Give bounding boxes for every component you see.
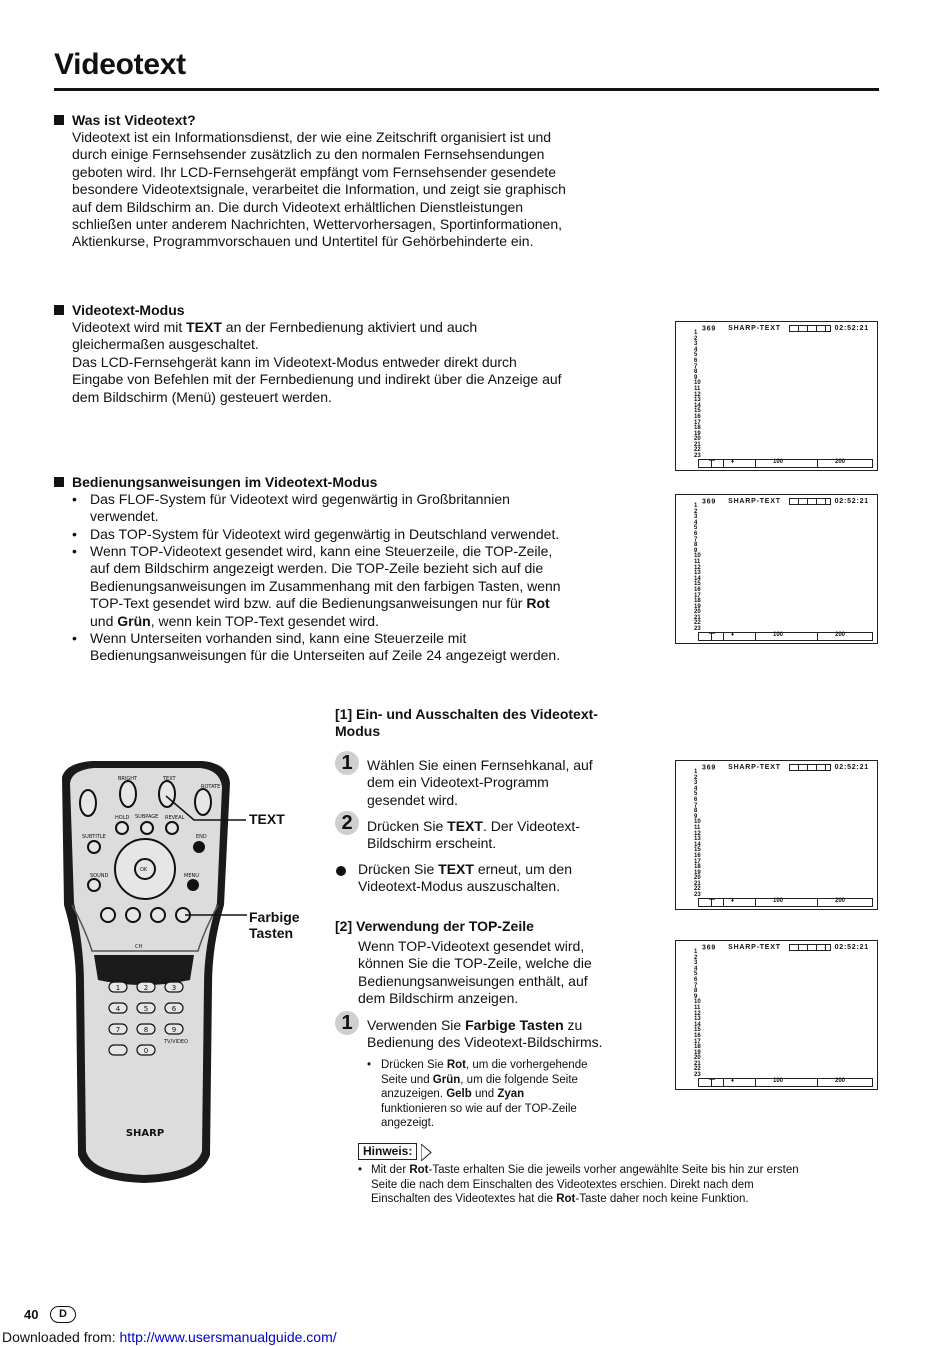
colored-keys-callout-line [185,910,249,920]
svg-text:MENU: MENU [184,873,199,879]
teletext-row-number: 18 [694,598,701,605]
svg-text:END: END [196,834,207,840]
top-line-divider [817,1079,818,1086]
note-label: Hinweis: [358,1143,417,1160]
text-button-label: TEXT [249,811,285,827]
teletext-row-number: 1 [694,769,698,775]
teletext-status-box [789,764,831,771]
teletext-row-number: 22 [694,1066,701,1073]
teletext-row-number: 6 [694,796,698,803]
svg-text:9: 9 [171,1026,177,1034]
svg-text:4: 4 [115,1005,121,1013]
svg-text:0: 0 [143,1047,149,1055]
step-number-badge: 1 [335,1011,359,1035]
teletext-header [702,325,869,332]
teletext-row-number: 12 [694,564,701,571]
teletext-row-number: 16 [694,852,701,859]
teletext-row-number: 16 [694,413,701,420]
top-line-divider [755,1079,756,1086]
teletext-row-number: 3 [694,341,698,348]
teletext-row-number: 2 [694,774,698,781]
teletext-row-number: 18 [694,1044,701,1051]
teletext-top-line [698,1078,873,1087]
step-2-text: Drücken Sie TEXT. Der Videotext- Bildschirm erscheint. [367,818,580,852]
teletext-row-number: 2 [694,508,698,515]
teletext-row-number: 7 [694,802,698,809]
svg-text:6: 6 [171,1005,177,1013]
teletext-row-number: 22 [694,886,701,893]
sec1-body: Videotext ist ein Informationsdienst, der wie eine Zeitschrift organisiert ist und durch einige Fernsehsender zusätzlich zu den normalen Fernsehsendungen geboten wird. Ihr LCD-Fernsehgerät empfängt vom Fernsehsender gesendete besondere Videotextsignale, verarbeitet die Information, und zeigt sie graphisch auf dem Bildschirm an. Die durch Videotext erhältlichen Dienstleistungen schließen unter anderem Nachrichten, Wettervorhersagen, Sportinformationen, Aktienkurse, Programmvorschauen und Untertitel für Gehörbehinderte ein. [72,129,566,250]
top-line-divider [755,633,756,640]
teletext-row-number: 16 [694,1032,701,1039]
teletext-row-number: 5 [694,525,698,532]
teletext-row-number: 5 [694,352,698,359]
teletext-row-number: 8 [694,542,698,549]
page-number: 40 [24,1307,39,1322]
teletext-row-number: 6 [694,976,698,983]
colored-keys-label: Farbige Tasten [249,909,300,941]
teletext-row-number: 20 [694,875,701,882]
step-colored-keys-text: Verwenden Sie Farbige Tasten zu Bedienung des Videotext-Bildschirms. [367,1017,603,1051]
teletext-row-number: 14 [694,1021,701,1028]
teletext-row-number: 14 [694,841,701,848]
teletext-clock: 02:52:21 [834,325,869,332]
teletext-row-number: 22 [694,620,701,627]
top-line-divider [817,633,818,640]
top-line-divider [817,899,818,906]
teletext-row-number: 1 [694,503,698,509]
section-videotext-mode: Videotext-Modus [54,302,185,318]
teletext-row-number: 8 [694,808,698,815]
teletext-row-number: 18 [694,425,701,432]
top-line-next-page: 100 [773,898,784,904]
teletext-top-line [698,632,873,641]
teletext-row-number: 23 [694,1072,701,1079]
teletext-row-number: 15 [694,847,701,854]
top-line-next-page: 100 [773,459,784,465]
teletext-row-number: 4 [694,785,698,792]
teletext-row-number: 10 [694,380,701,387]
sub-bullet-text: • Drücken Sie Rot, um die vorhergehende Seite und Grün, um die folgende Seite anzuzeigen. Gelb und Zyan funktionieren so wie auf der TOP-Zeile angezeigt. [367,1059,588,1129]
minus-icon: — [709,458,715,464]
teletext-row-number: 2 [694,335,698,342]
teletext-row-number: 5 [694,971,698,978]
teletext-row-number: 21 [694,1060,701,1067]
square-bullet-icon [54,477,64,487]
section-operating-instructions: Bedienungsanweisungen im Videotext-Modus [54,474,377,490]
updown-icon: ♦ [731,632,735,638]
teletext-row-number: 20 [694,436,701,443]
teletext-clock: 02:52:21 [834,944,869,951]
teletext-row-number: 11 [694,824,701,831]
teletext-row-number: 15 [694,1027,701,1034]
top-line-divider [723,633,724,640]
teletext-clock: 02:52:21 [834,764,869,771]
teletext-page-number: 369 [702,325,717,333]
teletext-row-number: 13 [694,397,701,404]
teletext-row-number: 10 [694,553,701,560]
teletext-row-numbers [694,504,701,633]
svg-text:OK: OK [140,867,148,873]
teletext-row-number: 2 [694,954,698,961]
bullet-dot-icon [336,866,346,876]
teletext-row-number: 4 [694,346,698,353]
step-1-text: Wählen Sie einen Fernsehkanal, auf dem ein Videotext-Programm gesendet wird. [367,757,593,808]
teletext-row-number: 21 [694,441,701,448]
svg-text:8: 8 [143,1026,149,1034]
page-title: Videotext [54,48,186,81]
teletext-row-numbers [694,950,701,1079]
teletext-row-number: 11 [694,385,701,392]
teletext-service-name: SHARP-TEXT [728,325,781,333]
teletext-row-number: 13 [694,570,701,577]
teletext-row-number: 3 [694,960,698,967]
square-bullet-icon [54,115,64,125]
teletext-row-number: 12 [694,830,701,837]
teletext-top-line [698,898,873,907]
top-line-divider [723,460,724,467]
teletext-row-number: 17 [694,419,701,426]
svg-text:ROTATE: ROTATE [201,784,221,790]
top-line-divider [755,460,756,467]
download-footer: Downloaded from: http://www.usersmanualguide.com/ [2,1329,337,1345]
title-rule [54,88,879,91]
teletext-service-name: SHARP-TEXT [728,764,781,772]
teletext-header [702,944,869,951]
teletext-row-number: 21 [694,614,701,621]
teletext-row-number: 20 [694,1055,701,1062]
teletext-row-number: 17 [694,592,701,599]
updown-icon: ♦ [731,898,735,904]
top-line-divider [755,899,756,906]
step-number-badge: 2 [335,811,359,835]
sec2-body: Videotext wird mit TEXT an der Fernbedienung aktiviert und auch gleichermaßen ausgeschaltet. Das LCD-Fernsehgerät kann im Videotext-Modus entweder direkt durch Eingabe von Befehlen mit der Fernbedienung und indirekt über die Anzeige auf dem Bildschirm (Menü) gesteuert werden. [72,319,562,405]
top-line-divider [723,1079,724,1086]
teletext-service-name: SHARP-TEXT [728,498,781,506]
teletext-row-number: 23 [694,626,701,633]
teletext-row-number: 9 [694,813,698,820]
step-note-text: Drücken Sie TEXT erneut, um den Videotext-Modus auszuschalten. [358,861,572,895]
teletext-row-number: 8 [694,988,698,995]
teletext-row-number: 8 [694,369,698,376]
minus-icon: — [709,1077,715,1083]
teletext-screen [675,760,878,910]
svg-text:HOLD: HOLD [115,815,130,821]
list-item: • Wenn Unterseiten vorhanden sind, kann eine Steuerzeile mit Bedienungsanweisungen für die Unterseiten auf Zeile 24 angezeigt werden. [72,630,561,664]
top-line-next-page: 100 [773,1078,784,1084]
step-heading-2: [2] Verwendung der TOP-Zeile [335,918,534,934]
teletext-row-number: 22 [694,447,701,454]
teletext-row-number: 12 [694,1010,701,1017]
teletext-row-number: 10 [694,999,701,1006]
teletext-row-number: 20 [694,609,701,616]
svg-text:REVEAL: REVEAL [165,815,185,821]
teletext-row-number: 19 [694,603,701,610]
top-line-next-page: 100 [773,632,784,638]
teletext-row-number: 15 [694,581,701,588]
teletext-row-number: 17 [694,1038,701,1045]
teletext-row-number: 14 [694,402,701,409]
teletext-clock: 02:52:21 [834,498,869,505]
svg-text:5: 5 [143,1005,149,1013]
teletext-row-number: 3 [694,514,698,521]
teletext-row-number: 3 [694,780,698,787]
teletext-row-number: 5 [694,791,698,798]
list-item: • Das TOP-System für Videotext wird gegenwärtig in Deutschland verwendet. [72,526,560,542]
svg-text:SHARP: SHARP [125,1128,165,1139]
arrow-right-icon [421,1144,433,1161]
teletext-row-number: 19 [694,869,701,876]
teletext-row-number: 7 [694,363,698,370]
teletext-row-number: 12 [694,391,701,398]
top-line-divider [817,460,818,467]
teletext-row-number: 21 [694,880,701,887]
teletext-row-number: 15 [694,408,701,415]
svg-text:SUBTITLE: SUBTITLE [82,834,106,840]
teletext-row-number: 19 [694,1049,701,1056]
top-line-divider [723,899,724,906]
teletext-status-box [789,498,831,505]
minus-icon: — [709,631,715,637]
download-link[interactable]: http://www.usersmanualguide.com/ [119,1329,337,1345]
top-line-next-block: 200 [835,632,846,638]
text-callout-line [160,790,250,835]
teletext-screen [675,321,878,471]
top-line-next-block: 200 [835,898,846,904]
teletext-row-number: 6 [694,530,698,537]
teletext-row-number: 23 [694,453,701,460]
teletext-row-number: 19 [694,430,701,437]
updown-icon: ♦ [731,1078,735,1084]
svg-text:3: 3 [171,984,177,992]
teletext-status-box [789,944,831,951]
svg-text:7: 7 [115,1026,121,1034]
teletext-header [702,764,869,771]
teletext-row-number: 23 [694,892,701,899]
teletext-status-box [789,325,831,332]
svg-text:TV/VIDEO: TV/VIDEO [164,1039,188,1045]
top-line-next-block: 200 [835,459,846,465]
teletext-row-number: 13 [694,1016,701,1023]
svg-text:SUBPAGE: SUBPAGE [135,814,159,820]
list-item: • Wenn TOP-Videotext gesendet wird, kann eine Steuerzeile, die TOP-Zeile, auf dem Bildschirm angezeigt werden. Die TOP-Zeile bezieht sich auf die Bedienungsanweisungen im Zusammenhang mit den farbigen Tasten, wenn TOP-Text gesendet wird bzw. auf die Bedienungsanweisungen nur für Rot und Grün, wenn kein TOP-Text gesendet wird. [72,543,561,629]
svg-text:CH: CH [135,944,143,950]
teletext-row-number: 9 [694,374,698,381]
teletext-row-number: 11 [694,558,701,565]
square-bullet-icon [54,305,64,315]
teletext-row-number: 10 [694,819,701,826]
svg-text:TEXT: TEXT [163,776,176,782]
teletext-screen [675,494,878,644]
teletext-row-number: 14 [694,575,701,582]
teletext-row-number: 1 [694,330,698,336]
section-what-is-videotext: Was ist Videotext? [54,112,196,128]
teletext-row-numbers [694,770,701,899]
teletext-row-number: 16 [694,586,701,593]
teletext-row-number: 4 [694,519,698,526]
step-heading-1: [1] Ein- und Ausschalten des Videotext- Modus [335,706,598,739]
svg-text:2: 2 [143,984,149,992]
teletext-service-name: SHARP-TEXT [728,944,781,952]
step-heading-2-body: Wenn TOP-Videotext gesendet wird, können Sie die TOP-Zeile, welche die Bedienungsanweisungen enthält, auf dem Bildschirm anzeigen. [358,938,592,1007]
teletext-page-number: 369 [702,944,717,952]
teletext-page-number: 369 [702,498,717,506]
teletext-row-number: 4 [694,965,698,972]
teletext-header [702,498,869,505]
minus-icon: — [709,897,715,903]
top-line-next-block: 200 [835,1078,846,1084]
teletext-row-number: 9 [694,547,698,554]
teletext-screen [675,940,878,1090]
teletext-row-number: 7 [694,982,698,989]
svg-text:SOUND: SOUND [90,873,109,879]
updown-icon: ♦ [731,459,735,465]
list-item: • Das FLOF-System für Videotext wird gegenwärtig in Großbritannien verwendet. [72,491,510,525]
step-number-badge: 1 [335,751,359,775]
svg-text:1: 1 [115,984,121,992]
teletext-row-number: 18 [694,864,701,871]
teletext-page-number: 369 [702,764,717,772]
note-text: • Mit der Rot-Taste erhalten Sie die jeweils vorher angewählte Seite bis hin zur ersten Seite die nach dem Einschalten des Videotextes erschien. Direkt nach dem Einschalten des Videotextes hat die Rot-Taste daher noch keine Funktion. [358,1164,799,1205]
teletext-row-number: 13 [694,836,701,843]
teletext-row-number: 1 [694,949,698,955]
teletext-row-number: 6 [694,357,698,364]
teletext-row-number: 17 [694,858,701,865]
teletext-top-line [698,459,873,468]
teletext-row-numbers [694,331,701,460]
language-badge: D [50,1306,76,1323]
teletext-row-number: 11 [694,1004,701,1011]
svg-text:BRIGHT: BRIGHT [118,776,138,782]
teletext-row-number: 7 [694,536,698,543]
teletext-row-number: 9 [694,993,698,1000]
